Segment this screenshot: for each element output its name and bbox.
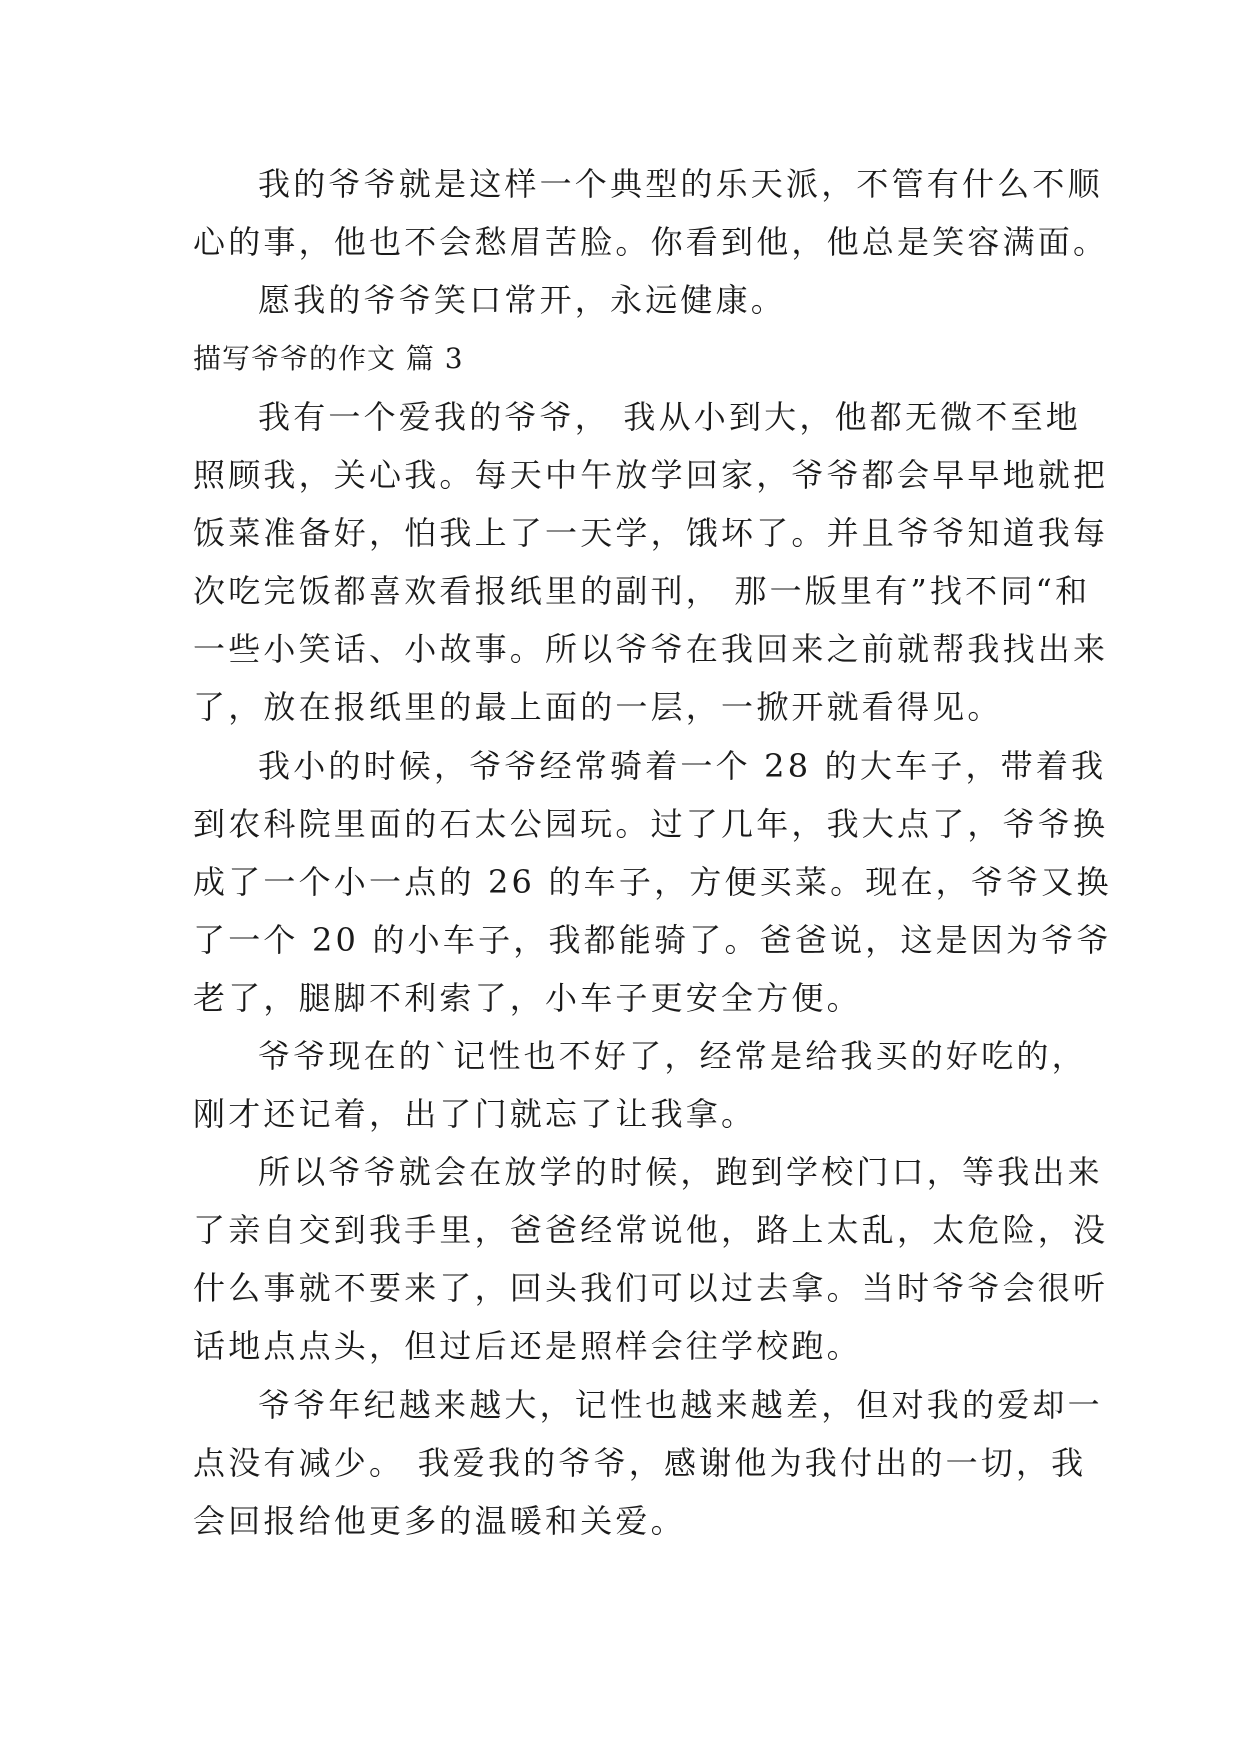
text-line: 我有一个爱我的爷爷， 我从小到大，他都无微不至地 [258,398,1081,436]
section-heading: 描写爷爷的作文 篇 3 [193,342,464,375]
text-line: 所以爷爷就会在放学的时候，跑到学校门口，等我出来 [258,1153,1103,1191]
text-line: 到农科院里面的石太公园玩。过了几年，我大点了，爷爷换 [193,805,1109,843]
text-line: 了，放在报纸里的最上面的一层，一掀开就看得见。 [193,688,1003,726]
text-line: 会回报给他更多的温暖和关爱。 [193,1502,686,1540]
text-line: 了一个 20 的小车子，我都能骑了。爸爸说，这是因为爷爷 [193,921,1112,959]
text-line: 话地点点头，但过后还是照样会往学校跑。 [193,1327,862,1365]
text-line: 爷爷现在的`记性也不好了，经常是给我买的好吃的， [258,1037,1087,1075]
text-line: 老了，腿脚不利索了，小车子更安全方便。 [193,979,862,1017]
text-line: 心的事，他也不会愁眉苦脸。你看到他，他总是笑容满面。 [193,223,1109,261]
text-line: 刚才还记着，出了门就忘了让我拿。 [193,1095,757,1133]
text-line: 了亲自交到我手里，爸爸经常说他，路上太乱，太危险，没 [193,1211,1109,1249]
text-line: 点没有减少。 我爱我的爷爷，感谢他为我付出的一切，我 [193,1444,1087,1482]
text-line: 我小的时候，爷爷经常骑着一个 28 的大车子，带着我 [258,747,1107,785]
text-line: 饭菜准备好，怕我上了一天学，饿坏了。并且爷爷知道我每 [193,514,1109,552]
text-line: 什么事就不要来了，回头我们可以过去拿。当时爷爷会很听 [193,1269,1109,1307]
text-line: 愿我的爷爷笑口常开，永远健康。 [258,281,787,319]
text-line: 成了一个小一点的 26 的车子，方便买菜。现在，爷爷又换 [193,863,1112,901]
text-line: 一些小笑话、小故事。所以爷爷在我回来之前就帮我找出来 [193,630,1109,668]
text-line: 照顾我，关心我。每天中午放学回家，爷爷都会早早地就把 [193,456,1109,494]
text-line: 次吃完饭都喜欢看报纸里的副刊， 那一版里有”找不同“和 [193,572,1091,610]
text-line: 我的爷爷就是这样一个典型的乐天派，不管有什么不顺 [258,165,1103,203]
text-line: 爷爷年纪越来越大，记性也越来越差，但对我的爱却一 [258,1386,1103,1424]
